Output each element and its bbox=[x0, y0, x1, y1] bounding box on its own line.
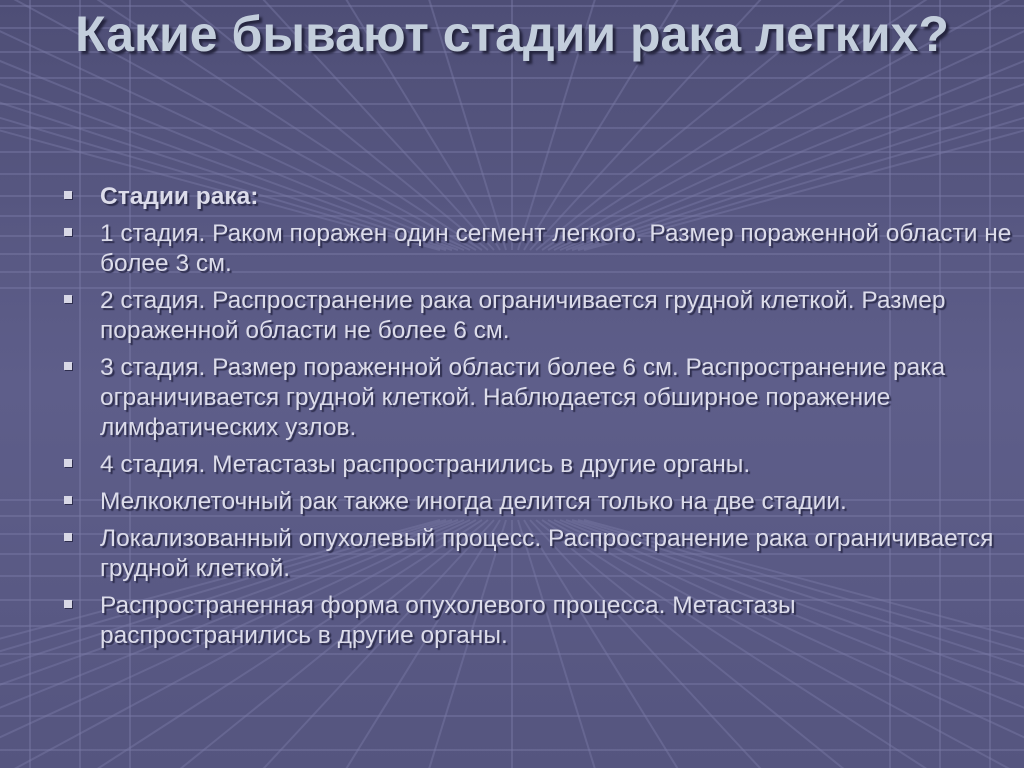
list-item bbox=[62, 591, 1012, 651]
square-bullet-icon bbox=[64, 496, 72, 504]
list-item-text: 1 стадия. Раком поражен один сегмент легкого. Размер пораженной области не более 3 см. bbox=[100, 220, 1012, 277]
list-item bbox=[62, 286, 1012, 346]
list-item-text: Стадии рака: bbox=[100, 183, 259, 210]
list-item-text: 3 стадия. Размер пораженной области более 6 см. Распространение рака ограничивается грудной клеткой. Наблюдается обширное поражение лимфатических узлов. bbox=[100, 354, 946, 441]
list-item-text: Мелкоклеточный рак также иногда делится только на две стадии. bbox=[100, 488, 847, 515]
square-bullet-icon bbox=[64, 228, 72, 236]
list-item bbox=[62, 487, 1012, 517]
square-bullet-icon bbox=[64, 191, 72, 199]
list-item bbox=[62, 219, 1012, 279]
list-item bbox=[62, 450, 1012, 480]
square-bullet-icon bbox=[64, 295, 72, 303]
list-item bbox=[62, 182, 1012, 212]
bullet-list bbox=[62, 182, 1012, 658]
list-item-text: Распространенная форма опухолевого процесса. Метастазы распространились в другие органы. bbox=[100, 592, 796, 649]
list-item bbox=[62, 524, 1012, 584]
list-item-text: 2 стадия. Распространение рака ограничивается грудной клеткой. Размер пораженной области не более 6 см. bbox=[100, 287, 946, 344]
slide-title: Какие бывают стадии рака легких? bbox=[75, 6, 949, 62]
list-item bbox=[62, 353, 1012, 443]
square-bullet-icon bbox=[64, 362, 72, 370]
square-bullet-icon bbox=[64, 459, 72, 467]
square-bullet-icon bbox=[64, 600, 72, 608]
square-bullet-icon bbox=[64, 533, 72, 541]
list-item-text: Локализованный опухолевый процесс. Распространение рака ограничивается грудной клеткой. bbox=[100, 525, 994, 582]
list-item-text: 4 стадия. Метастазы распространились в другие органы. bbox=[100, 451, 751, 478]
